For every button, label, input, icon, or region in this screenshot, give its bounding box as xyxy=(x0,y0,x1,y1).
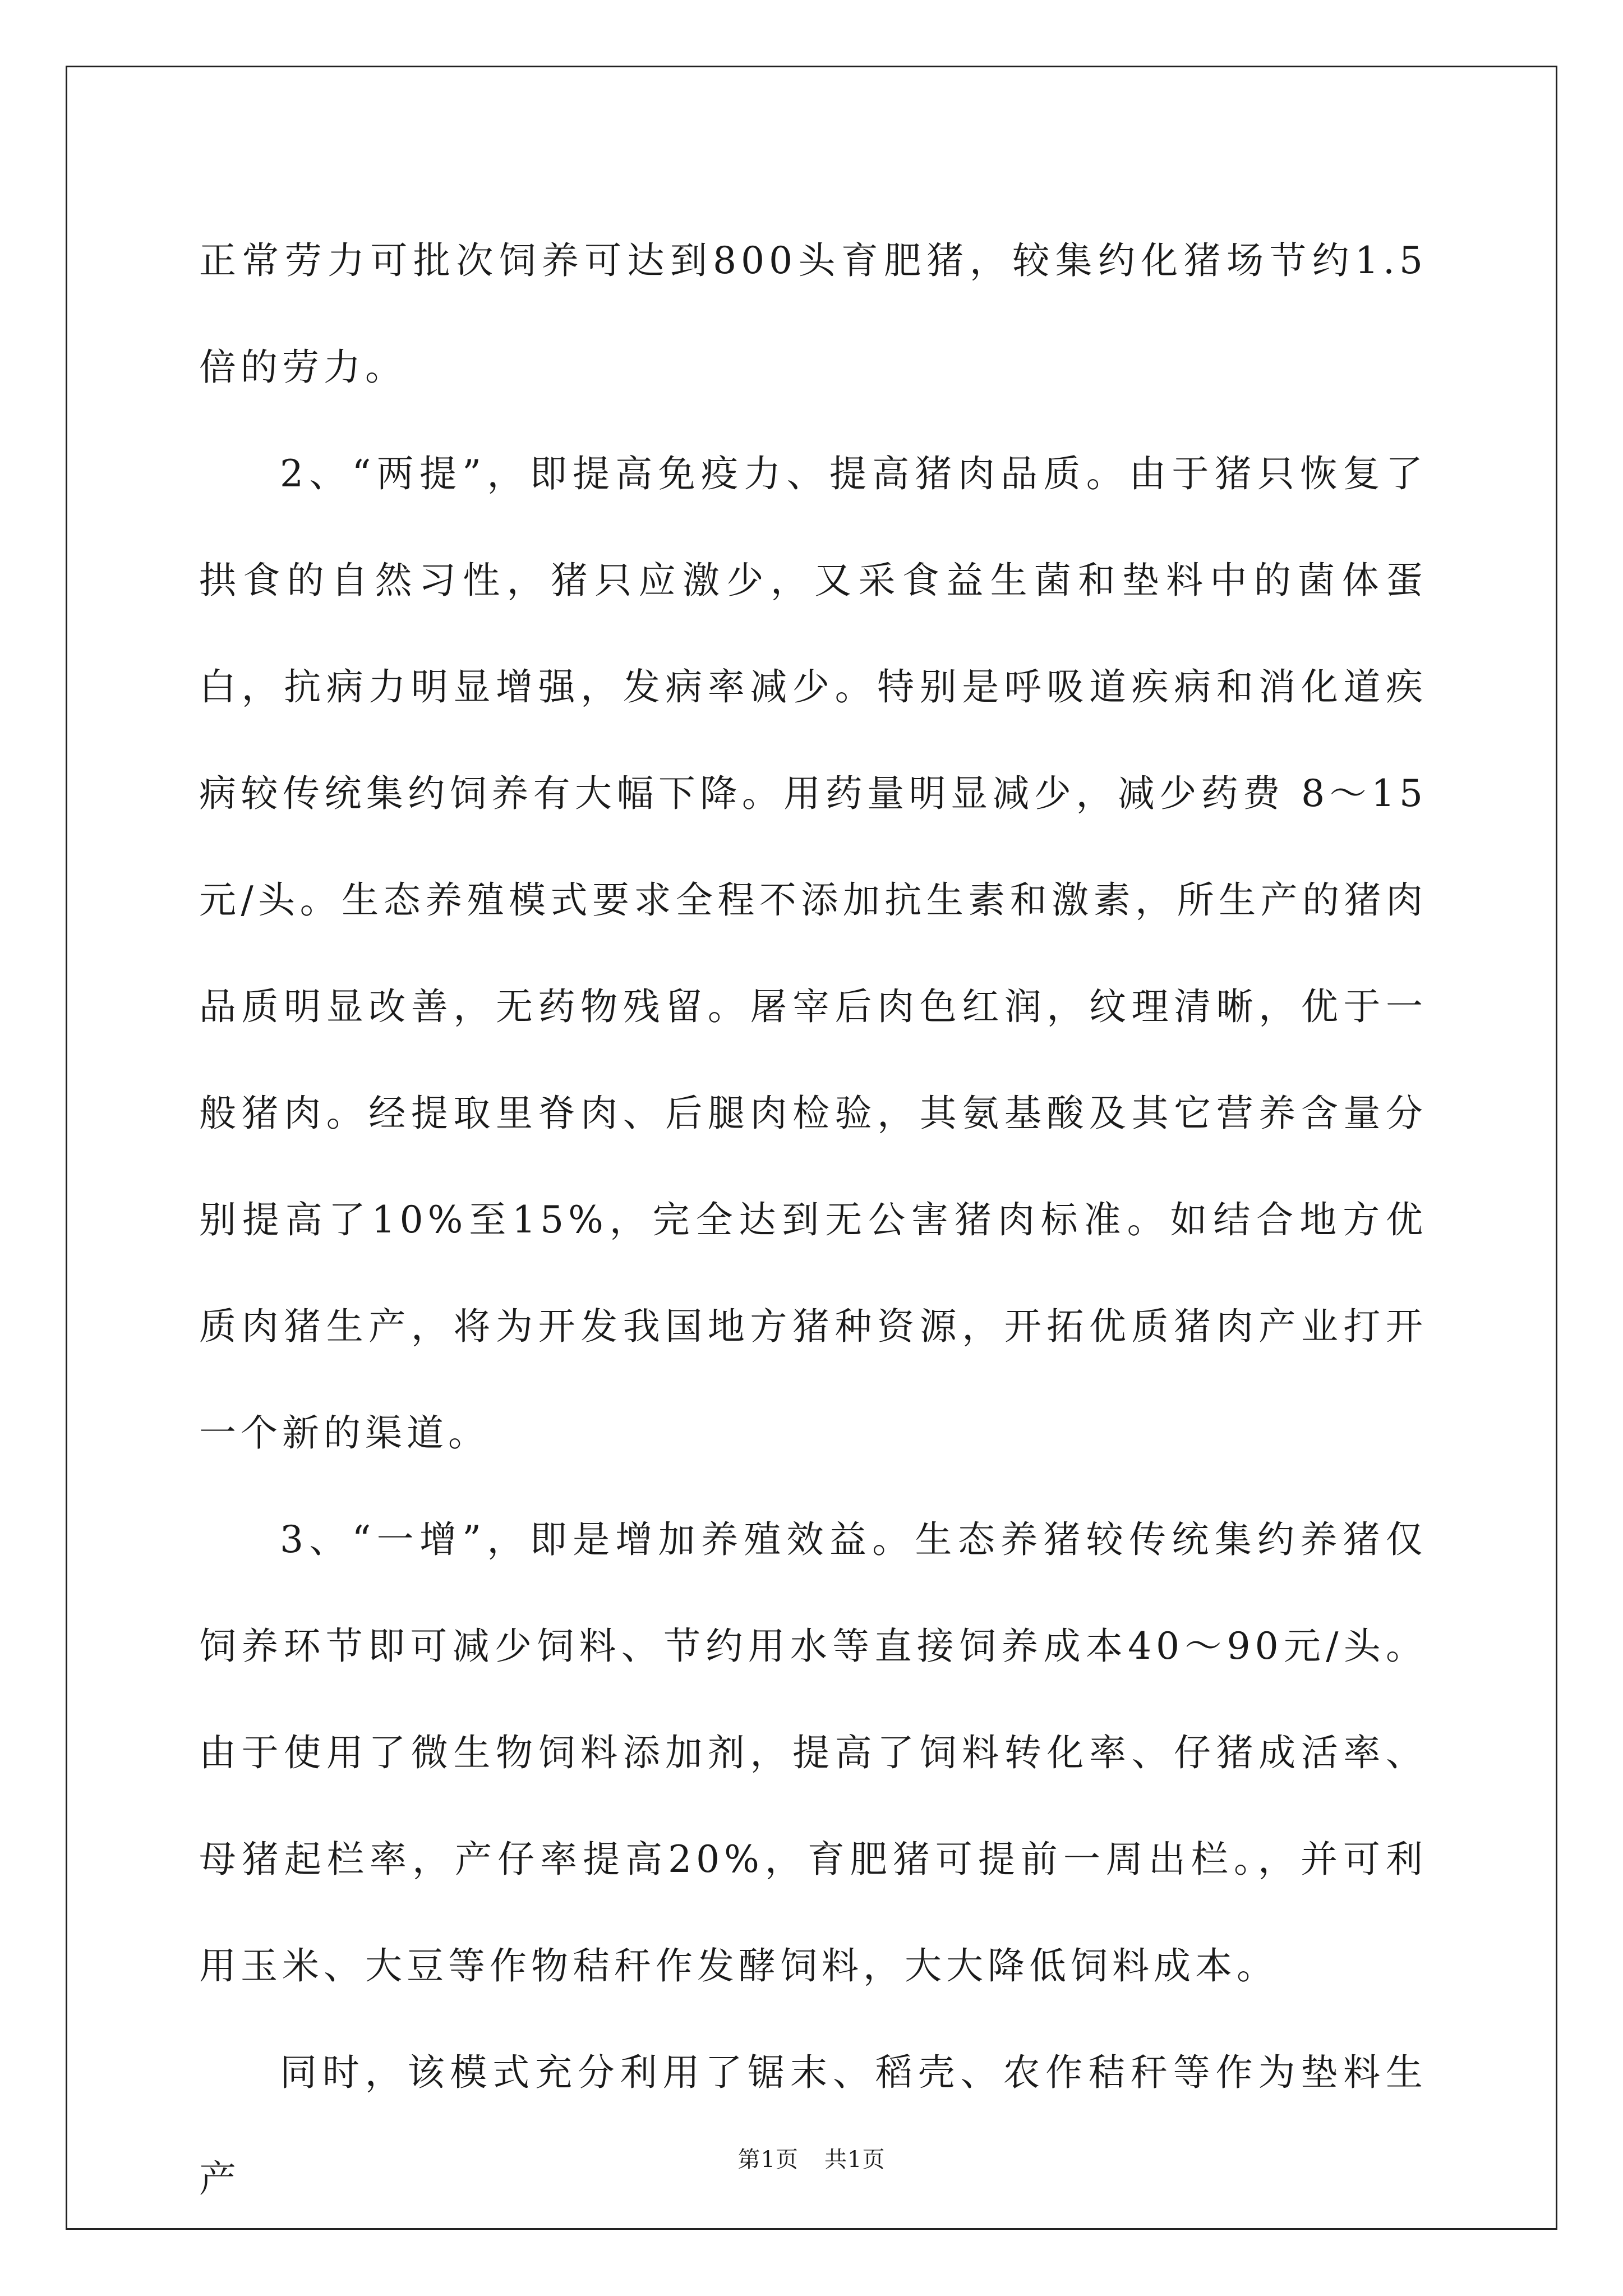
paragraph-two-improvements: 2、“两提”，即提高免疫力、提高猪肉品质。由于猪只恢复了拱食的自然习性，猪只应激少，又采食益生菌和垫料中的菌体蛋白，抗病力明显增强，发病率减少。特别是呼吸道疾病和消化道疾病较传统集约饲养有大幅下降。用药量明显减少，减少药费 8～15元/头。生态养殖模式要求全程不添加抗生素和激素，所生产的猪肉品质明显改善，无药物残留。屠宰后肉色红润，纹理清晰，优于一般猪肉。经提取里脊肉、后腿肉检验，其氨基酸及其它营养含量分别提高了10%至15%，完全达到无公害猪肉标准。如结合地方优质肉猪生产，将为开发我国地方猪种资源，开拓优质猪肉产业打开一个新的渠道。 xyxy=(199,452,1427,1455)
document-body xyxy=(199,208,1427,2233)
paragraph-one-increase: 3、“一增”，即是增加养殖效益。生态养猪较传统集约养猪仅饲养环节即可减少饲料、节约用水等直接饲养成本40～90元/头。由于使用了微生物饲料添加剂，提高了饲料转化率、仔猪成活率、母猪起栏率，产仔率提高20%，育肥猪可提前一周出栏。，并可利用玉米、大豆等作物秸秆作发酵饲料，大大降低饲料成本。 xyxy=(199,1518,1427,1987)
paragraph-continuation: 正常劳力可批次饲养可达到800头育肥猪，较集约化猪场节约1.5倍的劳力。 xyxy=(199,239,1427,389)
page-number: 第1页 xyxy=(737,2147,799,2173)
page-footer xyxy=(0,2143,1623,2177)
paragraph-meanwhile: 同时，该模式充分利用了锯末、稻壳、农作秸秆等作为垫料生产 xyxy=(199,2051,1427,2201)
page-total: 共1页 xyxy=(824,2147,886,2173)
